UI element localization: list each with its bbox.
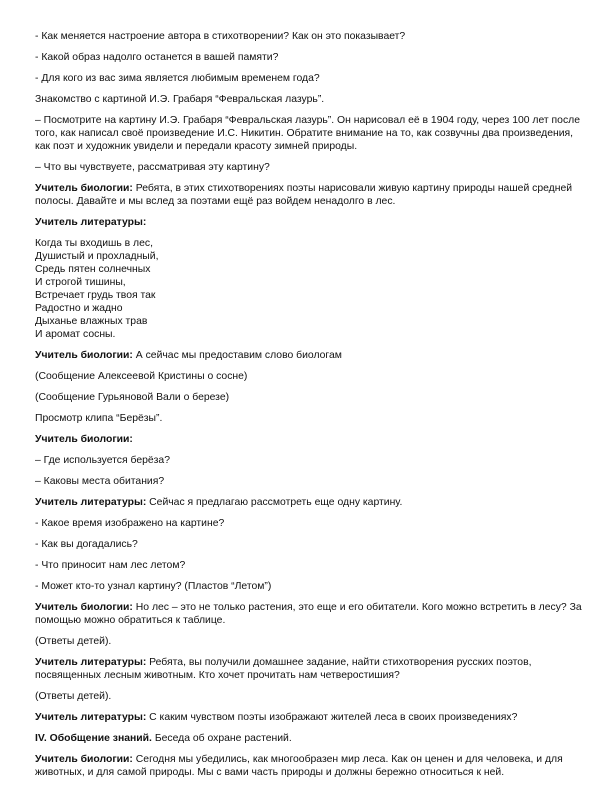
paragraph-text: – Посмотрите на картину И.Э. Грабаря “Февральская лазурь”. Он нарисовал её в 1904 году, через 100 лет после того, как написал своё произведение И.С. Никитин. Обратите внимание на то, как созвучны два произведения, как поэт и художник увидели и передали красоту зимней природы.	[35, 115, 581, 152]
poem-line: Когда ты входишь в лес,	[35, 238, 153, 249]
text-paragraph	[35, 93, 588, 106]
speaker-paragraph	[35, 433, 588, 446]
speaker-paragraph	[35, 496, 588, 509]
paragraph-text: - Какое время изображено на картине?	[35, 518, 225, 529]
paragraph-text: Сегодня мы убедились, как многообразен мир леса. Как он ценен и для человека, и для животных, и для самой природы. Мы с вами часть природы и должны бережно относиться к ней.	[35, 754, 563, 778]
text-paragraph	[35, 517, 588, 530]
text-paragraph	[35, 114, 588, 153]
paragraph-text: – Где используется берёза?	[35, 455, 170, 466]
speaker-paragraph	[35, 216, 588, 229]
paragraph-text: – Каковы места обитания?	[35, 476, 165, 487]
text-paragraph	[35, 30, 588, 43]
text-paragraph	[35, 538, 588, 551]
text-paragraph	[35, 161, 588, 174]
speaker-label: Учитель биологии:	[35, 350, 133, 361]
poem-line: Средь пятен солнечных	[35, 264, 151, 275]
speaker-paragraph	[35, 753, 588, 779]
speaker-label: IV. Обобщение знаний.	[35, 733, 152, 744]
poem-line: И строгой тишины,	[35, 277, 126, 288]
speaker-label: Учитель литературы:	[35, 712, 147, 723]
text-paragraph	[35, 370, 588, 383]
paragraph-text: (Ответы детей).	[35, 691, 112, 702]
paragraph-text: Ребята, в этих стихотворениях поэты нарисовали живую картину природы нашей средней полосы. Давайте и мы вслед за поэтами ещё раз войдем ненадолго в лес.	[35, 183, 573, 207]
paragraph-text: - Может кто-то узнал картину? (Пластов “Летом”)	[35, 581, 272, 592]
paragraph-text: Ребята, вы получили домашнее задание, найти стихотворения русских поэтов, посвященных лесным животным. Кто хочет прочитать нам четверостишия?	[35, 657, 532, 681]
paragraph-text: (Сообщение Алексеевой Кристины о сосне)	[35, 371, 248, 382]
speaker-label: Учитель литературы:	[35, 497, 147, 508]
speaker-label: Учитель литературы:	[35, 217, 147, 228]
poem-line: Радостно и жадно	[35, 303, 123, 314]
paragraph-text: - Как вы догадались?	[35, 539, 138, 550]
paragraph-text: С каким чувством поэты изображают жителей леса в своих произведениях?	[146, 712, 518, 723]
text-paragraph	[35, 412, 588, 425]
speaker-paragraph	[35, 711, 588, 724]
text-paragraph	[35, 51, 588, 64]
paragraph-text: - Как меняется настроение автора в стихотворении? Как он это показывает?	[35, 31, 406, 42]
speaker-label: Учитель биологии:	[35, 183, 133, 194]
poem	[35, 237, 588, 341]
paragraph-text: - Какой образ надолго останется в вашей памяти?	[35, 52, 279, 63]
text-paragraph	[35, 580, 588, 593]
paragraph-text: Знакомство с картиной И.Э. Грабаря “Февральская лазурь”.	[35, 94, 325, 105]
text-paragraph	[35, 690, 588, 703]
paragraphs-bottom	[35, 349, 588, 779]
speaker-paragraph	[35, 601, 588, 627]
poem-line: Встречает грудь твоя так	[35, 290, 156, 301]
text-paragraph	[35, 72, 588, 85]
text-paragraph	[35, 475, 588, 488]
speaker-paragraph	[35, 182, 588, 208]
paragraph-text: - Что приносит нам лес летом?	[35, 560, 186, 571]
paragraph-text: (Сообщение Гурьяновой Вали о березе)	[35, 392, 230, 403]
paragraphs-top	[35, 30, 588, 229]
paragraph-text: А сейчас мы предоставим слово биологам	[132, 350, 342, 361]
speaker-paragraph	[35, 656, 588, 682]
speaker-label: Учитель биологии:	[35, 434, 133, 445]
speaker-paragraph	[35, 732, 588, 745]
paragraph-text: – Что вы чувствуете, рассматривая эту картину?	[35, 162, 270, 173]
speaker-label: Учитель литературы:	[35, 657, 147, 668]
poem-line: Дыханье влажных трав	[35, 316, 148, 327]
text-paragraph	[35, 559, 588, 572]
speaker-label: Учитель биологии:	[35, 602, 133, 613]
text-paragraph	[35, 454, 588, 467]
speaker-label: Учитель биологии:	[35, 754, 133, 765]
paragraph-text: Просмотр клипа “Берёзы”.	[35, 413, 163, 424]
paragraph-text: Но лес – это не только растения, это еще и его обитатели. Кого можно встретить в лесу? За помощью можно обратиться к таблице.	[35, 602, 582, 626]
poem-line: И аромат сосны.	[35, 329, 116, 340]
paragraph-text: (Ответы детей).	[35, 636, 112, 647]
paragraph-text: Сейчас я предлагаю рассмотреть еще одну картину.	[146, 497, 403, 508]
text-paragraph	[35, 391, 588, 404]
text-paragraph	[35, 635, 588, 648]
paragraph-text: - Для кого из вас зима является любимым временем года?	[35, 73, 320, 84]
paragraph-text: Беседа об охране растений.	[151, 733, 292, 744]
poem-line: Душистый и прохладный,	[35, 251, 159, 262]
speaker-paragraph	[35, 349, 588, 362]
